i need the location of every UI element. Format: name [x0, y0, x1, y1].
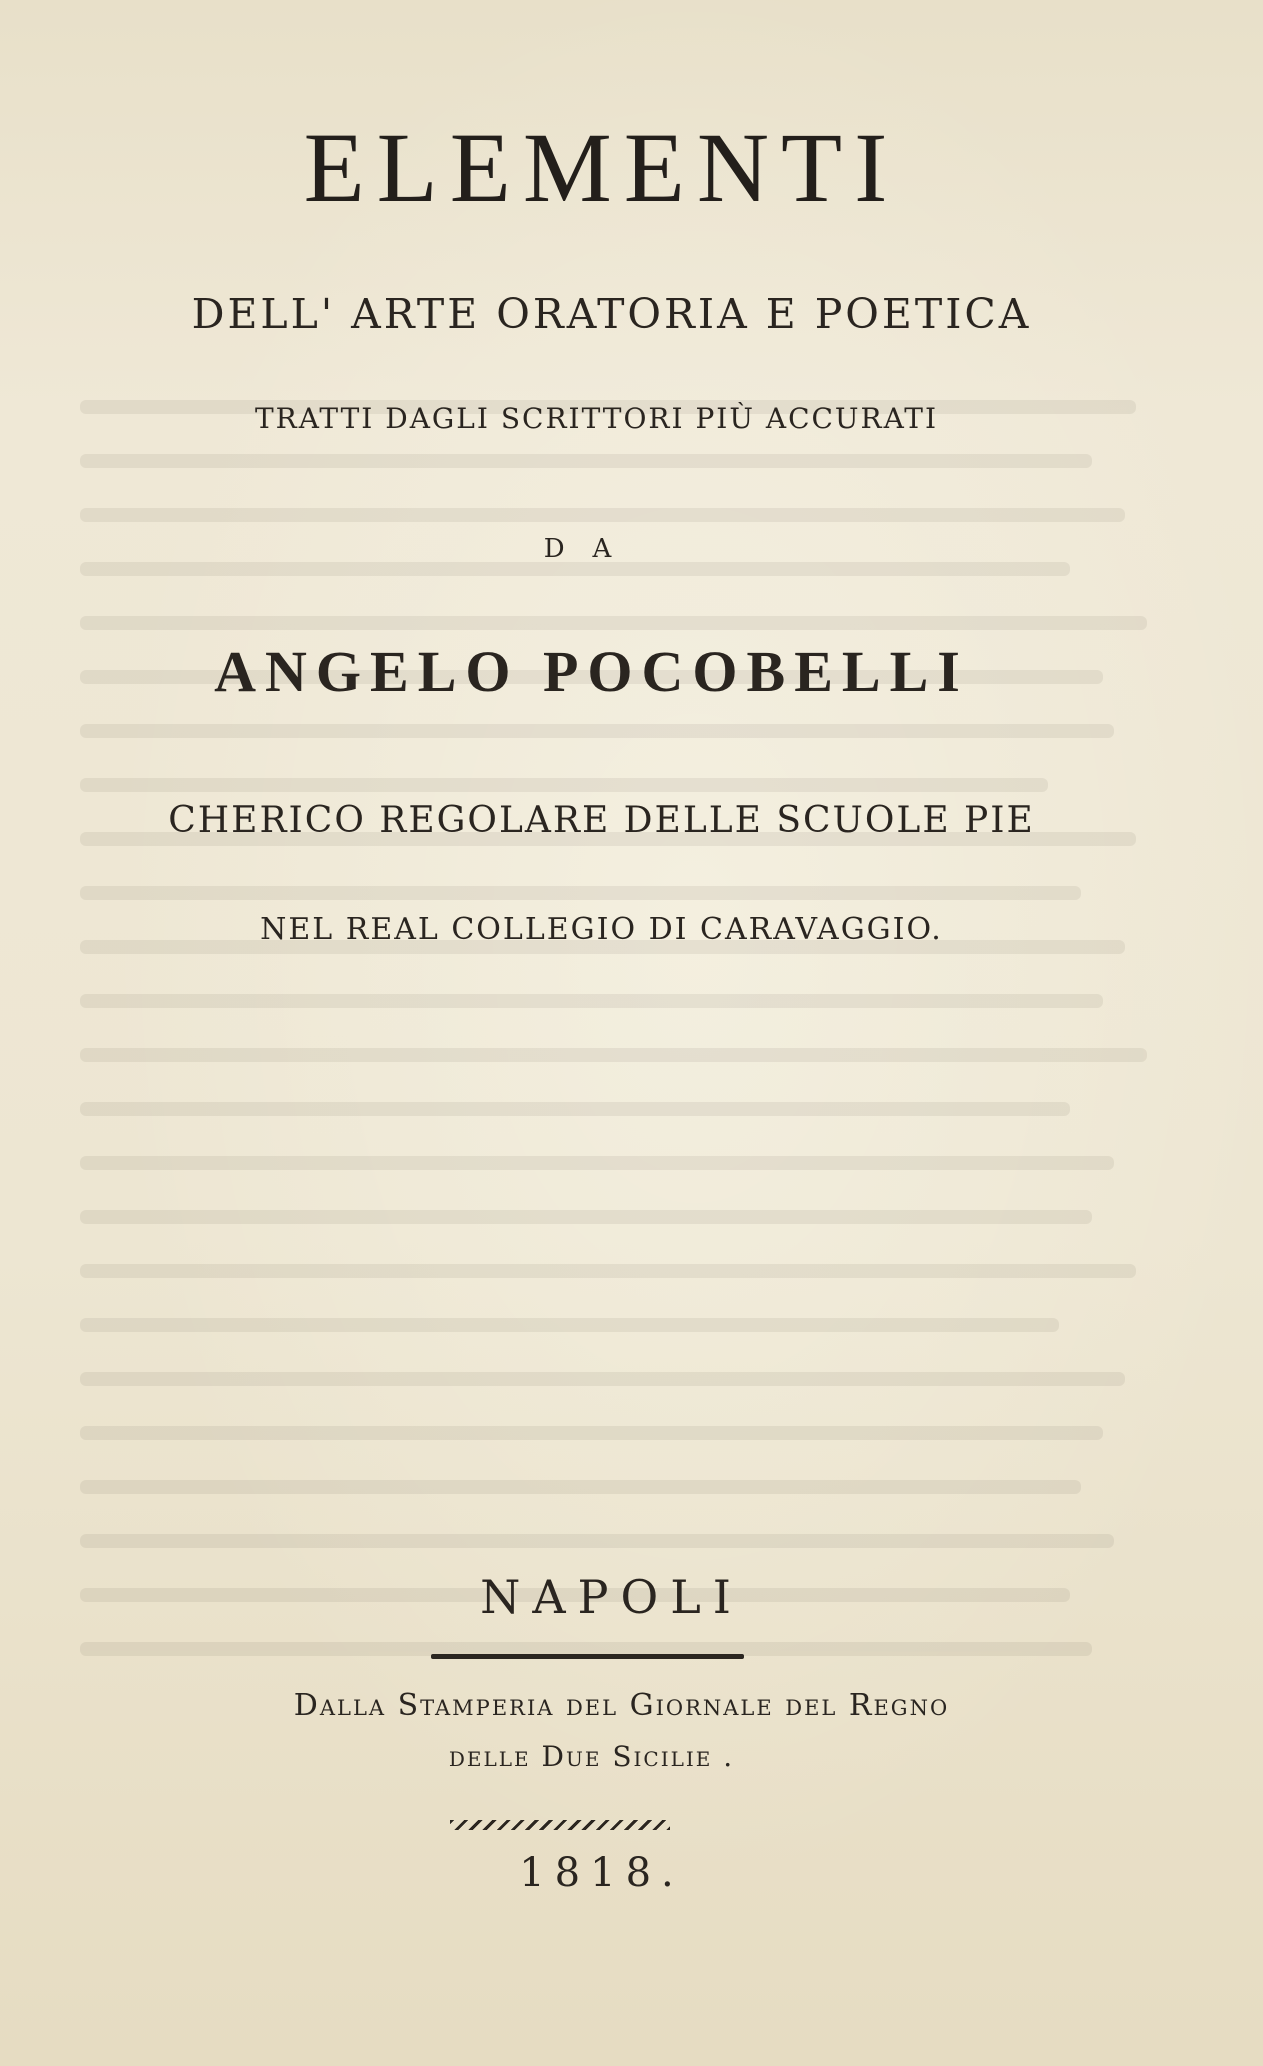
- author-college: NEL REAL COLLEGIO DI CARAVAGGIO.: [260, 912, 943, 947]
- printer-line-2: delle Due Sicilie .: [448, 1740, 735, 1773]
- book-subsubtitle: TRATTI DAGLI SCRITTORI PIÙ ACCURATI: [254, 402, 939, 435]
- author-name: ANGELO POCOBELLI: [214, 639, 969, 704]
- author-order: CHERICO REGOLARE DELLE SCUOLE PIE: [168, 800, 1035, 841]
- book-title: ELEMENTI: [303, 112, 900, 223]
- publication-place: NAPOLI: [480, 1570, 743, 1624]
- printer-line-1: Dalla Stamperia del Giornale del Regno: [293, 1688, 950, 1723]
- by-line: DA: [543, 534, 640, 564]
- book-subtitle: DELL' ARTE ORATORIA E POETICA: [191, 290, 1032, 338]
- bleed-through-text: [80, 400, 1180, 1850]
- divider-rule: [431, 1654, 744, 1659]
- publication-year: 1818.: [519, 1850, 684, 1896]
- ornamental-divider: [450, 1820, 670, 1830]
